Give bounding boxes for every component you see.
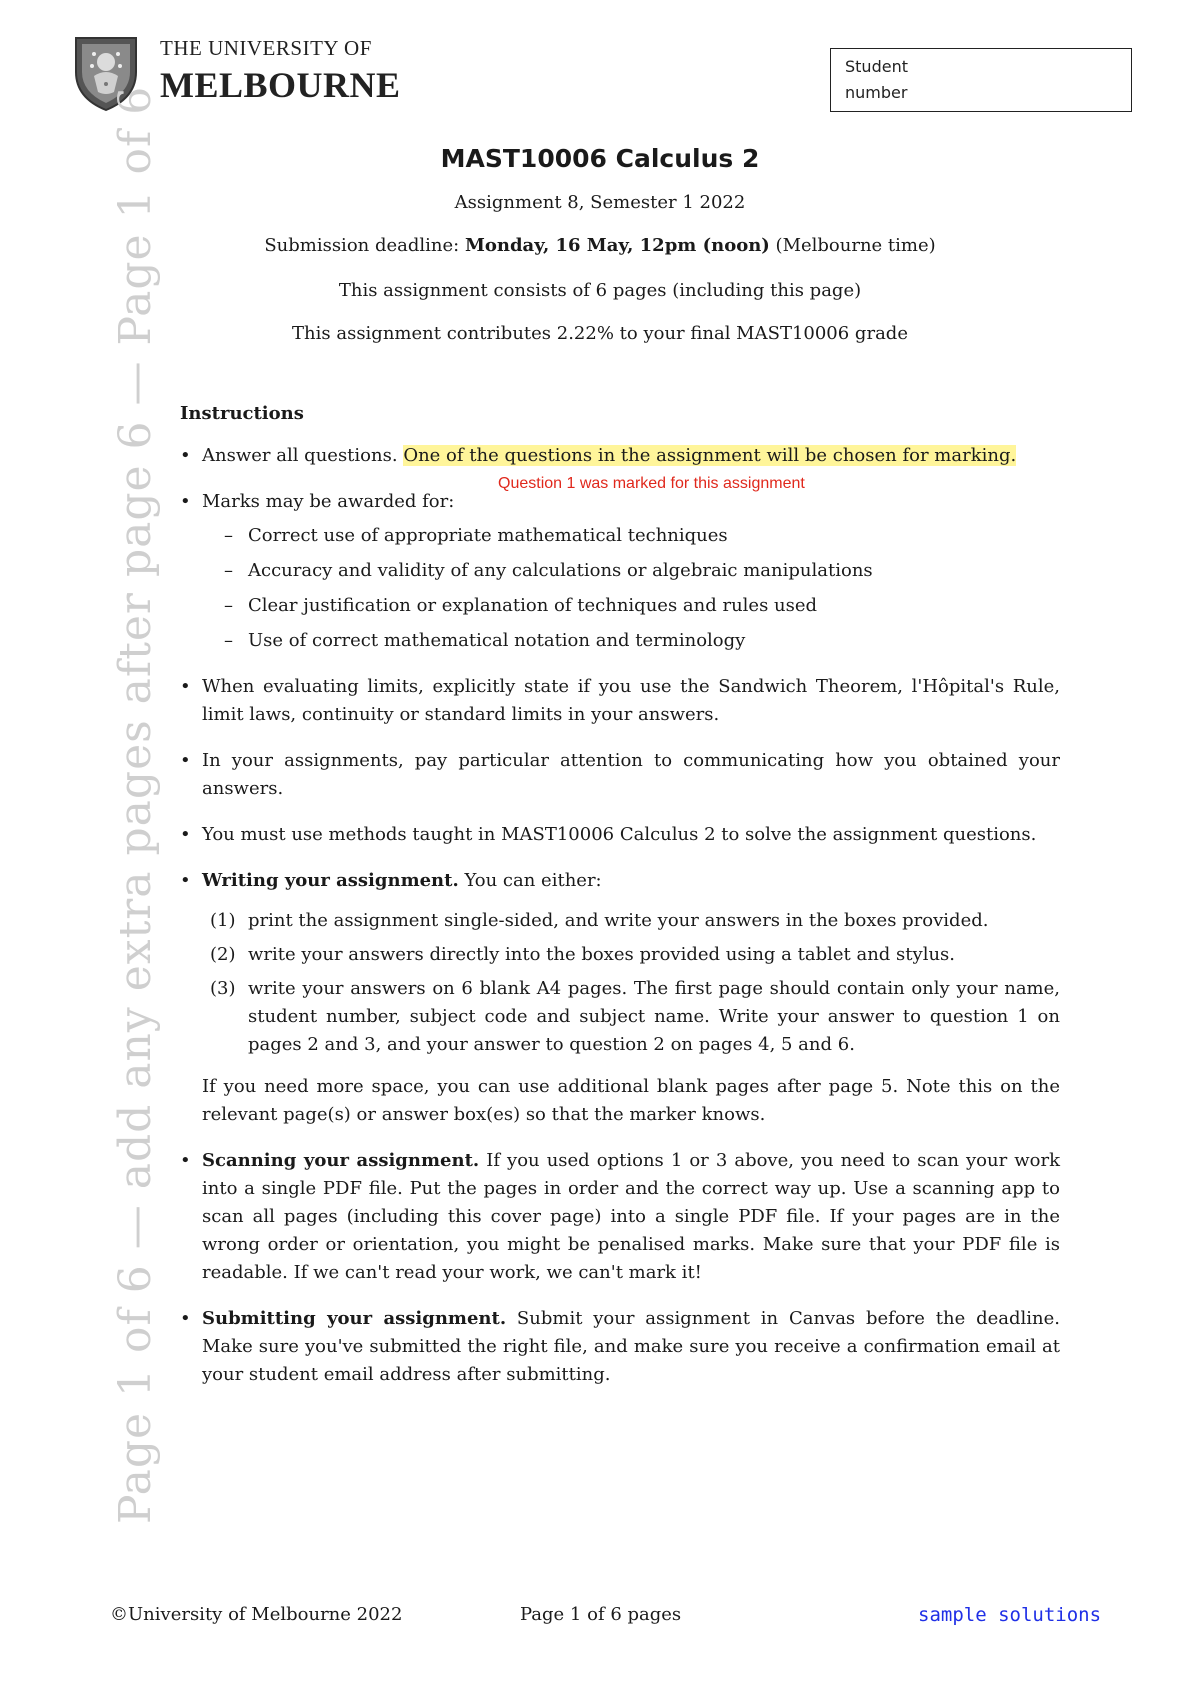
list-item	[180, 442, 1060, 470]
option-text: write your answers directly into the boxes provided using a tablet and stylus.	[248, 944, 956, 965]
footer-page-number: Page 1 of 6 pages	[520, 1604, 682, 1625]
list-item	[180, 821, 1060, 849]
highlight-text: One of the questions in the assignment will be chosen for marking	[403, 445, 1011, 466]
criteria-text: Accuracy and validity of any calculations or algebraic manipulations	[248, 560, 873, 581]
option-text: print the assignment single-sided, and write your answers in the boxes provided.	[248, 910, 989, 931]
option-number: (1)	[210, 910, 236, 931]
list-item	[180, 747, 1060, 803]
methods-text: You must use methods taught in MAST10006 Calculus 2 to solve the assignment questions.	[202, 824, 1037, 845]
list-item	[180, 488, 1060, 655]
page-title: MAST10006 Calculus 2	[440, 144, 760, 173]
marks-criteria-list	[202, 522, 1060, 655]
instructions-heading: Instructions	[180, 403, 304, 424]
more-space-text: If you need more space, you can use additional blank pages after page 5. Note this on the relevant page(s) or answer box(es) so that the marker knows.	[202, 1076, 1060, 1125]
student-number-label-2: number	[845, 83, 908, 102]
writing-heading: Writing your assignment.	[202, 870, 459, 891]
student-number-label-1: Student	[845, 57, 908, 76]
marks-intro: Marks may be awarded for:	[202, 491, 455, 512]
list-item	[180, 673, 1060, 729]
footer-copyright: ©University of Melbourne 2022	[110, 1604, 403, 1625]
criteria-item: – Clear justification or explanation of techniques and rules used	[224, 595, 818, 616]
deadline-suffix: (Melbourne time)	[769, 235, 936, 256]
highlighted-marking-text: One of the questions in the assignment will be chosen for marking.	[403, 445, 1017, 466]
list-item	[180, 1147, 1060, 1287]
logo-line-1: THE UNIVERSITY OF	[160, 36, 372, 60]
student-number-box[interactable]	[830, 48, 1132, 112]
limits-text: When evaluating limits, explicitly state if you use the Sandwich Theorem, l'Hôpital's Rule, limit laws, continuity or standard limits in your answers.	[202, 676, 1060, 725]
writing-option	[202, 941, 1060, 969]
criteria-text: Use of correct mathematical notation and terminology	[248, 630, 746, 651]
option-text: write your answers on 6 blank A4 pages. The first page should contain only your name, student number, subject code and subject name. Write your answer to question 1 on pages 2 and 3, and your answer to question 2 on pages 4, 5 and 6.	[248, 978, 1060, 1055]
writing-option	[202, 975, 1060, 1059]
list-item	[180, 1305, 1060, 1389]
list-item	[180, 867, 1060, 1129]
criteria-text: Clear justification or explanation of techniques and rules used	[248, 595, 818, 616]
submitting-text: Submit your assignment in Canvas before the deadline. Make sure you've submitted the right file, and make sure you receive a confirmation email at your student email address after submitting.	[202, 1308, 1060, 1385]
logo-line-2: MELBOURNE	[160, 65, 401, 105]
instructions-section	[180, 400, 1060, 1407]
answer-all-text: Answer all questions.	[202, 445, 398, 466]
deadline-date: Monday, 16 May, 12pm (noon)	[464, 235, 770, 256]
scanning-text: If you used options 1 or 3 above, you need to scan your work into a single PDF file. Put the pages in order and the correct way up. Use a scanning app to scan all pages (including this cover page) into a single PDF file. If your pages are in the wrong order or orientation, you might be penalised marks. Make sure that your PDF file is readable. If we can't read your work, we can't mark it!	[202, 1150, 1060, 1283]
writing-options-list	[202, 907, 1060, 1059]
option-number: (2)	[210, 944, 236, 965]
communicate-text: In your assignments, pay particular attention to communicating how you obtained your answers.	[202, 750, 1060, 799]
criteria-item: – Correct use of appropriate mathematical techniques	[224, 525, 728, 546]
criteria-text: Correct use of appropriate mathematical techniques	[248, 525, 728, 546]
criteria-item: – Accuracy and validity of any calculations or algebraic manipulations	[224, 560, 873, 581]
submitting-heading: Submitting your assignment.	[202, 1308, 507, 1329]
submission-deadline	[0, 235, 1200, 256]
footer-sample-solutions-tag: sample solutions	[918, 1604, 1102, 1626]
option-number: (3)	[210, 978, 236, 999]
grade-contribution: This assignment contributes 2.22% to your final MAST10006 grade	[292, 323, 908, 344]
pages-info: This assignment consists of 6 pages (including this page)	[338, 280, 862, 301]
marked-question-note: Question 1 was marked for this assignment	[498, 475, 805, 492]
writing-option	[202, 907, 1060, 935]
writing-intro: You can either:	[458, 870, 602, 891]
assignment-subtitle: Assignment 8, Semester 1 2022	[454, 192, 746, 213]
side-page-marker: Page 1 of 6 — add any extra pages after page 6 — Page 1 of 6	[110, 85, 161, 1524]
criteria-item: – Use of correct mathematical notation and terminology	[224, 630, 746, 651]
deadline-prefix: Submission deadline:	[264, 235, 465, 256]
scanning-heading: Scanning your assignment.	[202, 1150, 480, 1171]
